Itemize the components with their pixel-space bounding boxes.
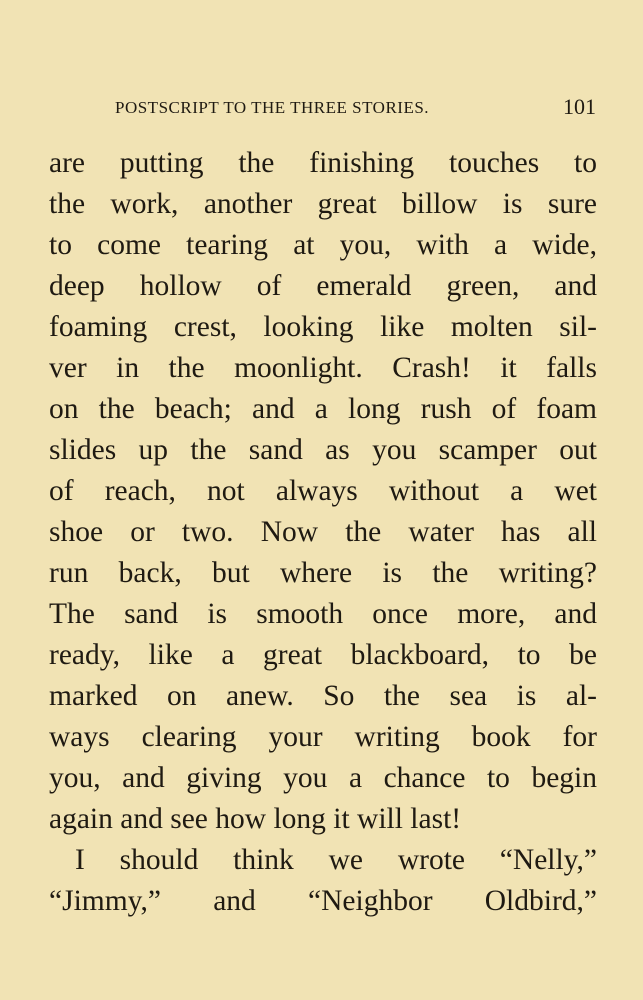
- text-line: ready, like a great blackboard, to be: [49, 639, 597, 671]
- text-line: you, and giving you a chance to begin: [49, 762, 597, 794]
- text-line: again and see how long it will last!: [49, 803, 462, 835]
- text-line: foaming crest, looking like molten sil-: [49, 311, 597, 343]
- text-line: marked on anew. So the sea is al-: [49, 680, 597, 712]
- text-line: shoe or two. Now the water has all: [49, 516, 597, 548]
- text-line: are putting the finishing touches to: [49, 147, 597, 179]
- body-text: [49, 143, 597, 922]
- text-line: to come tearing at you, with a wide,: [49, 229, 597, 261]
- running-head: POSTSCRIPT TO THE THREE STORIES.: [115, 98, 430, 117]
- text-line: The sand is smooth once more, and: [49, 598, 597, 630]
- text-line: run back, but where is the writing?: [49, 557, 597, 589]
- page-header: [115, 94, 596, 124]
- text-line: on the beach; and a long rush of foam: [49, 393, 597, 425]
- text-line: ver in the moonlight. Crash! it falls: [49, 352, 597, 384]
- page-number: 101: [563, 94, 596, 119]
- text-line: I should think we wrote “Nelly,”: [75, 844, 597, 876]
- text-line: slides up the sand as you scamper out: [49, 434, 597, 466]
- text-line: of reach, not always without a wet: [49, 475, 597, 507]
- text-line: deep hollow of emerald green, and: [49, 270, 597, 302]
- text-line: “Jimmy,” and “Neighbor Oldbird,”: [49, 885, 597, 917]
- text-line: the work, another great billow is sure: [49, 188, 597, 220]
- text-line: ways clearing your writing book for: [49, 721, 597, 753]
